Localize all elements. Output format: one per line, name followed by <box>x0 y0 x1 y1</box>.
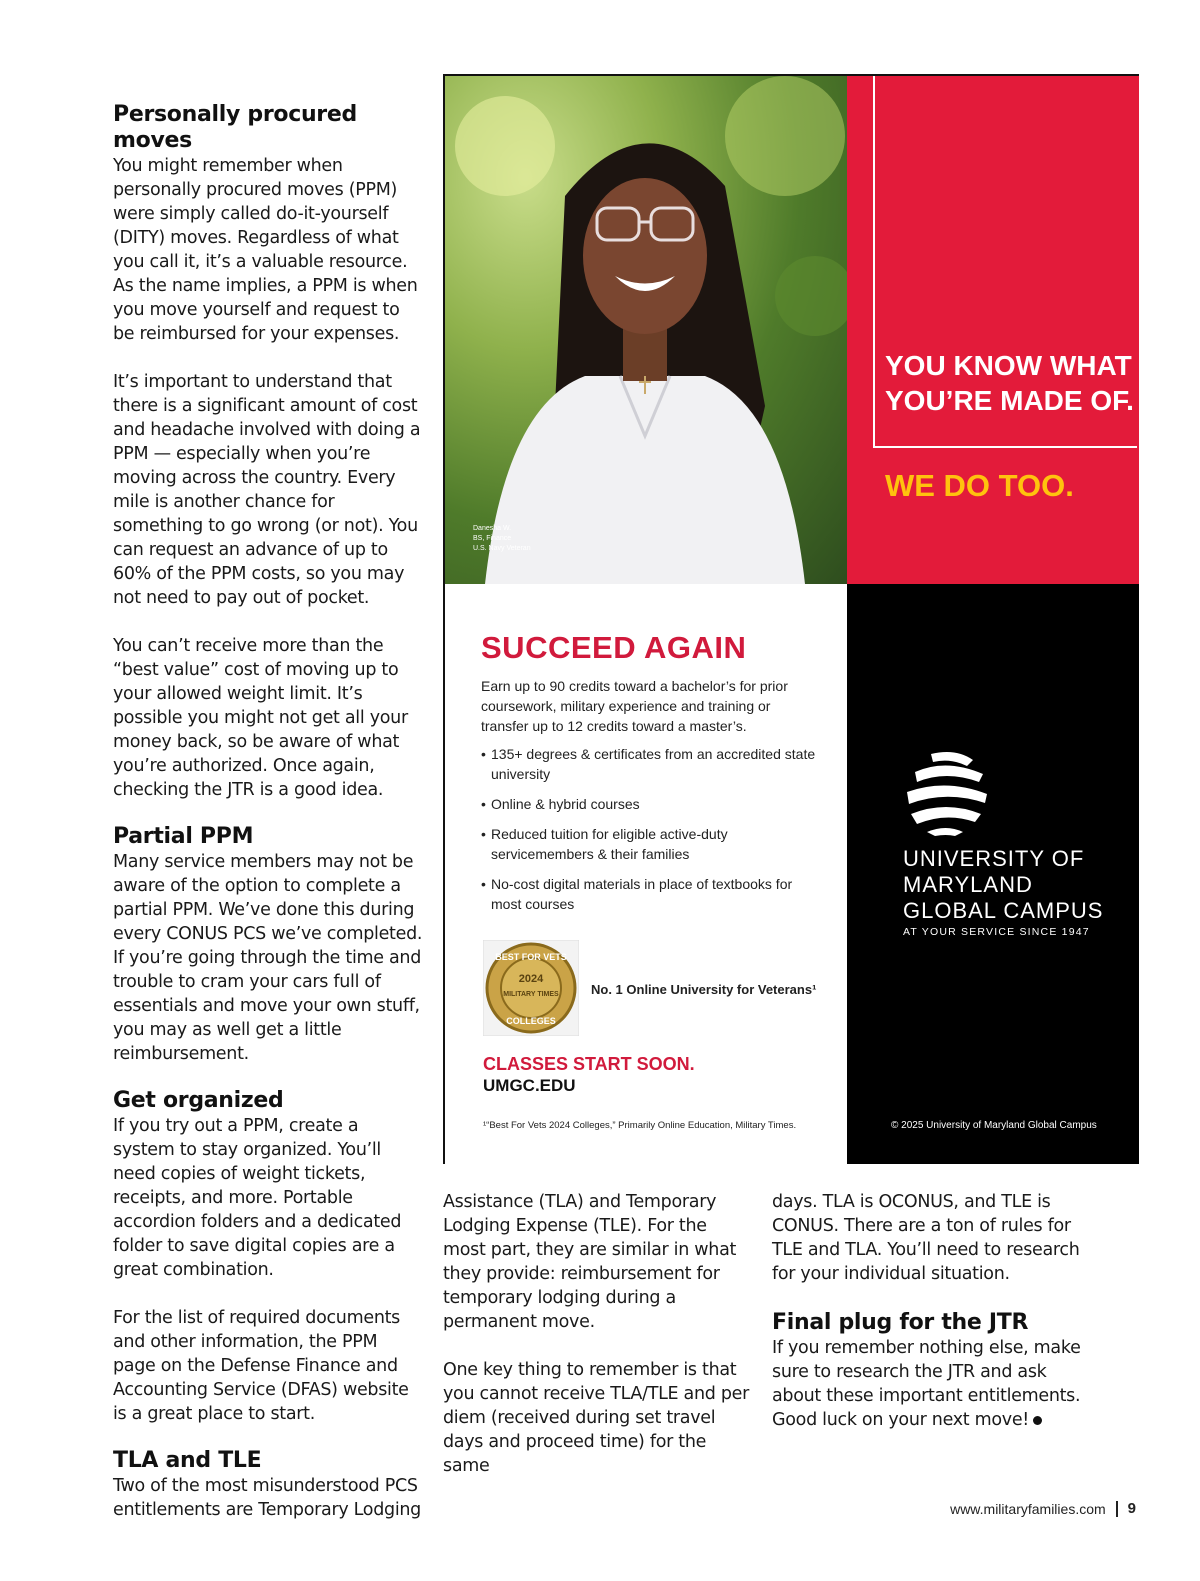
medal-top-text: BEST FOR VETS <box>495 952 567 962</box>
caption-service: U.S. Navy Veteran <box>473 545 531 552</box>
tagline-primary: YOU KNOW WHAT YOU’RE MADE OF. <box>885 350 1134 416</box>
paragraph: It’s important to understand that there is a significant amount of cost and headache involved with doing a PPM — especially when you’re moving across the country. Every mile is another chance for something to go wrong (or not). You can request an advance of up to 60% of the PPM costs, so you may not need to pay out of pocket. <box>113 372 421 608</box>
closing-text: If you remember nothing else, make sure to research the JTR and ask about these important entitlements. Good luck on your next move! <box>772 1338 1081 1430</box>
list-item: • 135+ degrees & certificates from an accredited state university <box>481 744 821 784</box>
paragraph: One key thing to remember is that you cannot receive TLA/TLE and per diem (received during set travel days and proceed time) for the same <box>443 1360 750 1476</box>
tagline-panel <box>847 76 1139 584</box>
paragraph: If you try out a PPM, create a system to stay organized. You’ll need copies of weight tickets, receipts, and more. Portable accordion folders and a dedicated folder to save digital copies are a great combination. <box>113 1116 402 1280</box>
section-heading: Final plug for the JTR <box>772 1310 1029 1335</box>
globe-logo-icon <box>901 748 991 838</box>
medal-year: 2024 <box>518 973 544 985</box>
award-text: No. 1 Online University for Veterans¹ <box>591 982 817 997</box>
tagline-secondary: WE DO TOO. <box>885 468 1074 503</box>
caption-name: Danesha W. <box>473 525 512 532</box>
divider-line <box>873 446 1137 448</box>
section-heading: Get organized <box>113 1088 284 1113</box>
veteran-photo <box>445 76 847 584</box>
ad-intro: Earn up to 90 credits toward a bachelor’s for prior coursework, military experience and training or transfer up to 12 credits toward a master’s. <box>481 678 788 734</box>
university-name-line: GLOBAL CAMPUS <box>903 898 1104 923</box>
paragraph: You might remember when personally procured moves (PPM) were simply called do-it-yourself (DITY) moves. Regardless of what you call it, it’s a valuable resource. As the name implies, a PPM is when you move yourself and request to be reimbursed for your expenses. <box>113 156 418 344</box>
offer-panel <box>445 584 847 1164</box>
classes-callout: CLASSES START SOON. <box>483 1054 695 1074</box>
end-mark-icon <box>1033 1416 1042 1425</box>
list-item: • No-cost digital materials in place of textbooks for most courses <box>481 874 821 914</box>
paragraph: days. TLA is OCONUS, and TLE is CONUS. There are a ton of rules for TLE and TLA. You’ll need to research for your individual situation. <box>772 1192 1080 1284</box>
paragraph: You can’t receive more than the “best value” cost of moving up to your allowed weight limit. It’s possible you might not get all your money back, so be aware of what you’re authorized. Once again, checking the JTR is a good idea. <box>113 636 408 800</box>
section-heading: Personally procured moves <box>113 102 357 153</box>
website-link[interactable]: www.militaryfamilies.com <box>950 1500 1106 1517</box>
paragraph: Assistance (TLA) and Temporary Lodging Expense (TLE). For the most part, they are similar in what they provide: reimbursement for temporary lodging during a permanent move. <box>443 1192 737 1332</box>
caption-degree: BS, Finance <box>473 535 512 542</box>
paragraph: For the list of required documents and other information, the PPM page on the Defense Finance and Accounting Service (DFAS) website is a great place to start. <box>113 1308 409 1424</box>
section-get-organized <box>113 1088 423 1426</box>
paragraph <box>772 1336 1092 1432</box>
university-name-line: MARYLAND <box>903 872 1033 897</box>
section-heading: TLA and TLE <box>113 1448 262 1473</box>
ad-footnote: ¹“Best For Vets 2024 Colleges,” Primarily Online Education, Military Times. <box>483 1120 797 1131</box>
section-heading: Partial PPM <box>113 824 254 849</box>
copyright: © 2025 University of Maryland Global Campus <box>891 1120 1097 1131</box>
middle-column <box>443 1190 753 1478</box>
portrait-illustration <box>445 76 847 584</box>
list-item: • Online & hybrid courses <box>481 794 821 814</box>
paragraph: Two of the most misunderstood PCS entitlements are Temporary Lodging <box>113 1476 421 1520</box>
university-panel <box>847 584 1139 1164</box>
section-tla-tle <box>113 1448 423 1522</box>
list-item: • Reduced tuition for eligible active-duty servicemembers & their families <box>481 824 821 864</box>
medal-mid-text: MILITARY TIMES <box>503 991 559 998</box>
university-tagline: AT YOUR SERVICE SINCE 1947 <box>903 926 1090 938</box>
section-partial-ppm <box>113 824 423 1066</box>
medal-bottom-text: COLLEGES <box>506 1016 556 1026</box>
university-name-line: UNIVERSITY OF <box>903 846 1085 871</box>
university-name <box>903 846 1103 924</box>
right-column <box>772 1190 1092 1432</box>
ad-url: UMGC.EDU <box>483 1076 576 1095</box>
benefits-list <box>481 744 821 924</box>
page-footer <box>950 1500 1136 1517</box>
photo-caption <box>473 524 531 554</box>
section-ppm <box>113 102 423 802</box>
ad-headline: SUCCEED AGAIN <box>481 630 747 665</box>
best-for-vets-medal-icon <box>483 940 579 1036</box>
divider-line <box>873 76 875 448</box>
page-number: 9 <box>1127 1500 1136 1517</box>
umgc-advertisement <box>443 74 1139 1164</box>
divider <box>1116 1501 1118 1517</box>
paragraph: Many service members may not be aware of the option to complete a partial PPM. We’ve done this during every CONUS PCS we’ve completed. If you’re going through the time and trouble to cram your cars full of essentials and move your own stuff, you may as well get a little reimbursement. <box>113 852 423 1064</box>
left-column <box>113 102 423 1534</box>
